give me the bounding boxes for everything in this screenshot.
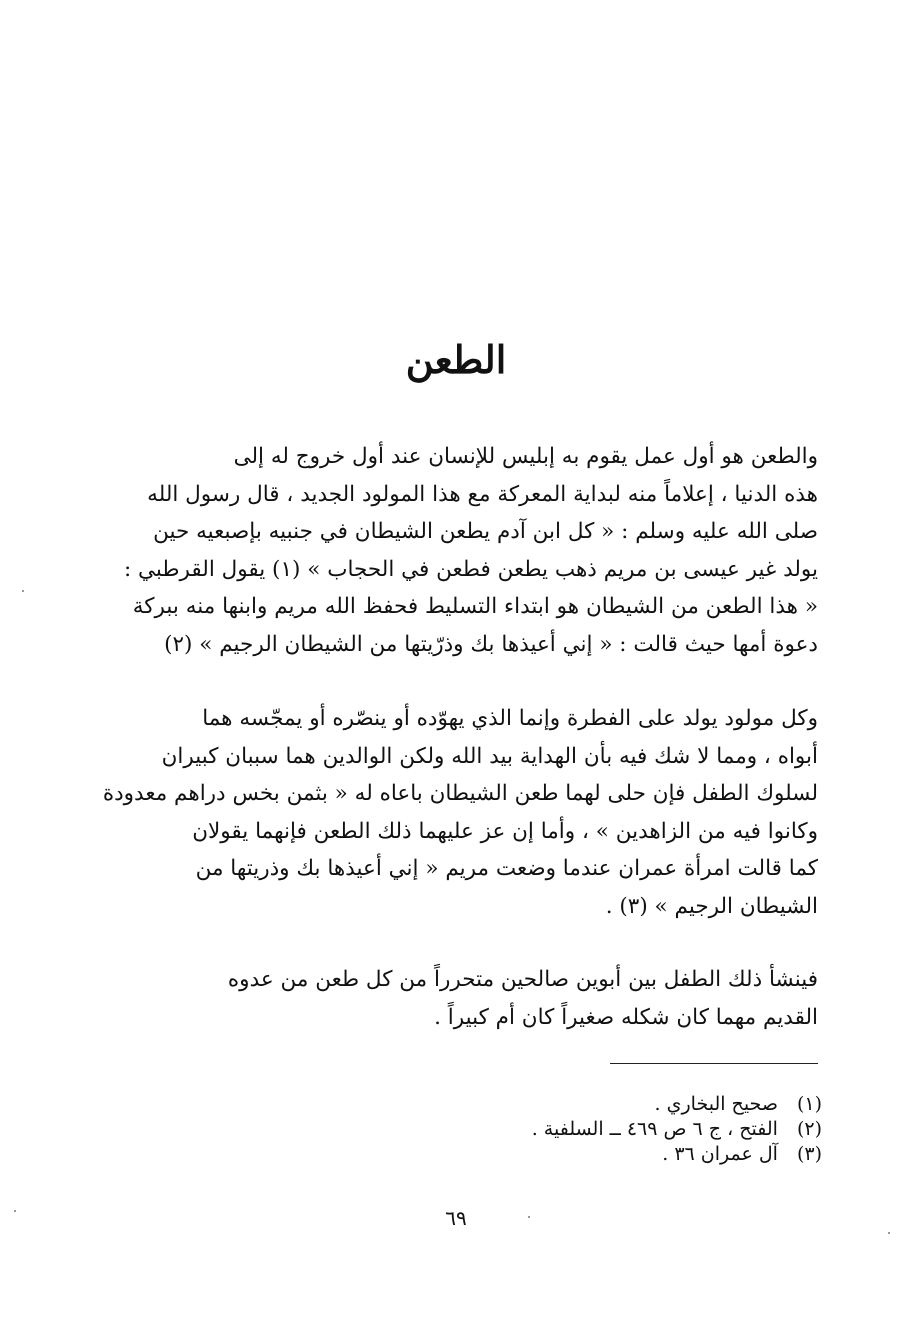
- scan-speck: [22, 590, 24, 592]
- footnote-number: (٢): [796, 1118, 822, 1140]
- scan-speck: [888, 1232, 890, 1234]
- scan-speck: [528, 1216, 530, 1218]
- text-line: « هذا الطعن من الشيطان هو ابتداء التسليط فحفظ الله مريم وابنها منه ببركة: [132, 594, 818, 619]
- footnote-text: آل عمران ٣٦ .: [662, 1143, 778, 1165]
- footnotes: [400, 1092, 822, 1167]
- text-line: كما قالت امرأة عمران عندما وضعت مريم « إني أعيذها بك وذريتها من: [195, 856, 818, 881]
- paragraph-2: [102, 700, 818, 925]
- footnote: [400, 1117, 822, 1142]
- footnote-divider: [610, 1063, 818, 1064]
- text-line: فينشأ ذلك الطفل بين أبوين صالحين متحرراً من كل طعن من عدوه: [227, 967, 818, 992]
- text-line: وكانوا فيه من الزاهدين » ، وأما إن عز عليهما ذلك الطعن فإنهما يقولان: [192, 818, 818, 844]
- text-line: دعوة أمها حيث قالت : « إني أعيذها بك وذرّيتها من الشيطان الرجيم » (٢): [164, 631, 818, 657]
- text-line: يولد غير عيسى بن مريم ذهب يطعن فطعن في الحجاب » (١) يقول القرطبي :: [123, 556, 818, 582]
- text-line: القديم مهما كان شكله صغيراً كان أم كبيراً .: [434, 1004, 818, 1030]
- page-number: ٦٩: [445, 1206, 467, 1230]
- footnote-number: (٣): [796, 1143, 822, 1165]
- chapter-title: الطعن: [405, 337, 507, 382]
- footnote-number: (١): [796, 1093, 822, 1115]
- text-line: وكل مولود يولد على الفطرة وإنما الذي يهوّده أو ينصّره أو يمجّسه هما: [202, 706, 818, 731]
- footnote: [400, 1142, 822, 1167]
- footnote-text: صحيح البخاري .: [654, 1093, 778, 1115]
- text-line: الشيطان الرجيم » (٣) .: [605, 893, 818, 919]
- text-line: لسلوك الطفل فإن حلى لهما طعن الشيطان باعاه له « بثمن بخس دراهم معدودة: [102, 781, 818, 806]
- scan-speck: [14, 1210, 16, 1212]
- paragraph-1: [123, 438, 818, 663]
- text-line: والطعن هو أول عمل يقوم به إبليس للإنسان عند أول خروج له إلى: [233, 444, 818, 469]
- text-line: صلى الله عليه وسلم : « كل ابن آدم يطعن الشيطان في جنبيه بإصبعيه حين: [153, 519, 818, 544]
- text-line: هذه الدنيا ، إعلاماً منه لبداية المعركة مع هذا المولود الجديد ، قال رسول الله: [147, 481, 818, 507]
- text-line: أبواه ، ومما لا شك فيه بأن الهداية بيد الله ولكن الوالدين هما سببان كبيران: [161, 743, 818, 769]
- footnote-text: الفتح ، ج ٦ ص ٤٦٩ ــ السلفية .: [531, 1118, 778, 1140]
- footnote: [400, 1092, 822, 1117]
- paragraph-3: [146, 961, 818, 1036]
